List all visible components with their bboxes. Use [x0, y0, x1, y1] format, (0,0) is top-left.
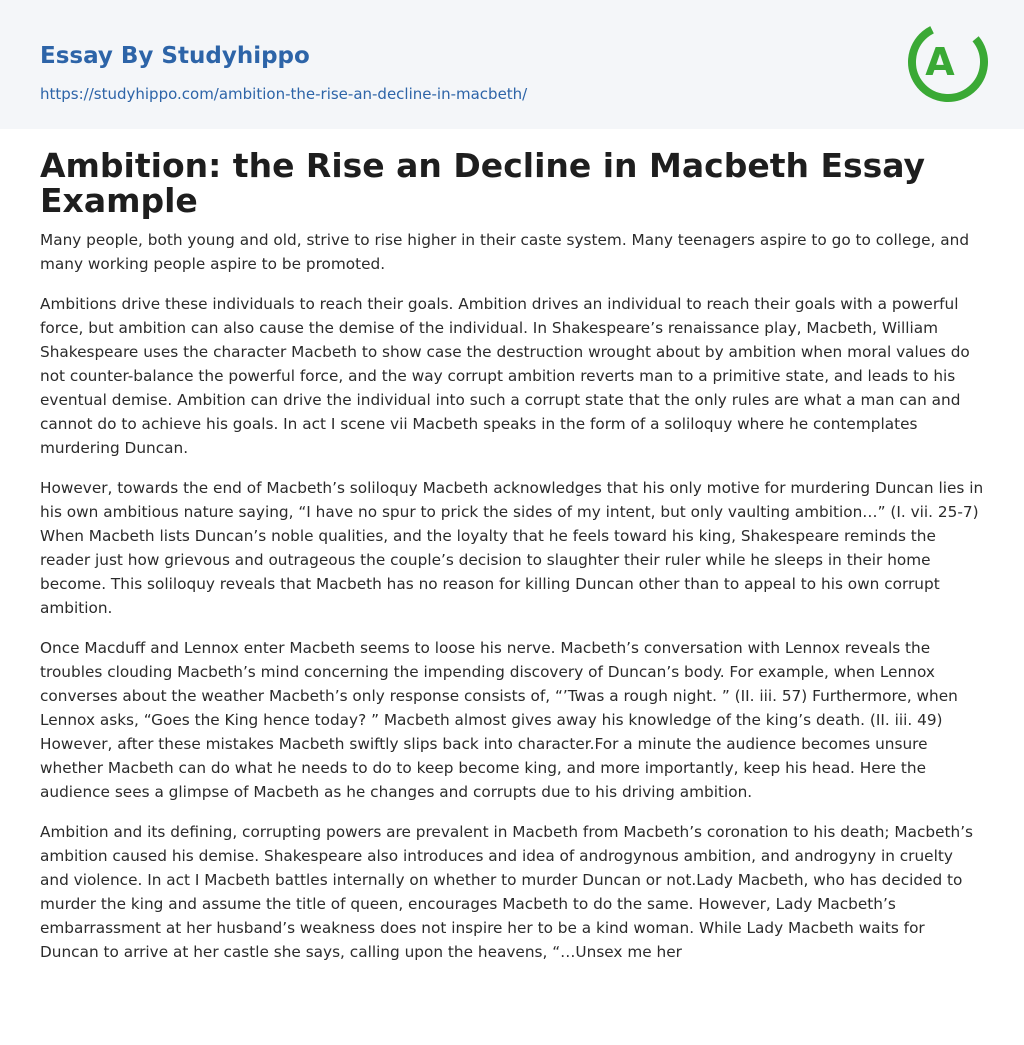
source-url-link[interactable]: https://studyhippo.com/ambition-the-rise-an-decline-in-macbeth/ [40, 85, 528, 103]
site-brand[interactable]: Essay By Studyhippo [40, 43, 310, 69]
essay-paragraph: Many people, both young and old, strive to rise higher in their caste system. Many teenagers aspire to go to college, and many working people aspire to be promoted. [40, 231, 970, 273]
essay-paragraph: Ambition and its defining, corrupting powers are prevalent in Macbeth from Macbeth’s coronation to his death; Macbeth’s ambition caused his demise. Shakespeare also introduces and idea of androgynous ambition, and androgyny in cruelty and violence. In act I Macbeth battles internally on whether to murder Duncan or not.Lady Macbeth, who has decided to murder the king and assume the title of queen, encourages Macbeth to do the same. However, Lady Macbeth’s embarrassment at her husband’s weakness does not inspire her to be a kind woman. While Lady Macbeth waits for Duncan to arrive at her castle she says, calling upon the heavens, “…Unsex me her [40, 823, 974, 961]
studyhippo-logo-icon[interactable] [904, 18, 988, 106]
essay-paragraph: However, towards the end of Macbeth’s soliloquy Macbeth acknowledges that his only motive for murdering Duncan lies in his own ambitious nature saying, “I have no spur to prick the sides of my intent, but only vaulting ambition…” (I. vii. 25-7) When Macbeth lists Duncan’s noble qualities, and the loyalty that he feels toward his king, Shakespeare reminds the reader just how grievous and outrageous the couple’s decision to slaughter their ruler while he sleeps in their home become. This soliloquy reveals that Macbeth has no reason for killing Duncan other than to appeal to his own corrupt ambition. [40, 479, 984, 617]
essay-body [40, 228, 984, 992]
logo-letter: A [925, 40, 955, 84]
essay-title: Ambition: the Rise an Decline in Macbeth Essay Example [40, 146, 926, 220]
site-header [0, 0, 1024, 129]
essay-paragraph: Ambitions drive these individuals to reach their goals. Ambition drives an individual to reach their goals with a powerful force, but ambition can also cause the demise of the individual. In Shakespeare’s renaissance play, Macbeth, William Shakespeare uses the character Macbeth to show case the destruction wrought about by ambition when moral values do not counter-balance the powerful force, and the way corrupt ambition reverts man to a primitive state, and leads to his eventual demise. Ambition can drive the individual into such a corrupt state that the only rules are what a man can and cannot do to achieve his goals. In act I scene vii Macbeth speaks in the form of a soliloquy where he contemplates murdering Duncan. [40, 295, 970, 457]
essay-paragraph: Once Macduff and Lennox enter Macbeth seems to loose his nerve. Macbeth’s conversation with Lennox reveals the troubles clouding Macbeth’s mind concerning the impending discovery of Duncan’s body. For example, when Lennox converses about the weather Macbeth’s only response consists of, “’Twas a rough night. ” (II. iii. 57) Furthermore, when Lennox asks, “Goes the King hence today? ” Macbeth almost gives away his knowledge of the king’s death. (II. iii. 49) However, after these mistakes Macbeth swiftly slips back into character.For a minute the audience becomes unsure whether Macbeth can do what he needs to do to keep become king, and more importantly, keep his head. Here the audience sees a glimpse of Macbeth as he changes and corrupts due to his driving ambition. [40, 639, 958, 801]
